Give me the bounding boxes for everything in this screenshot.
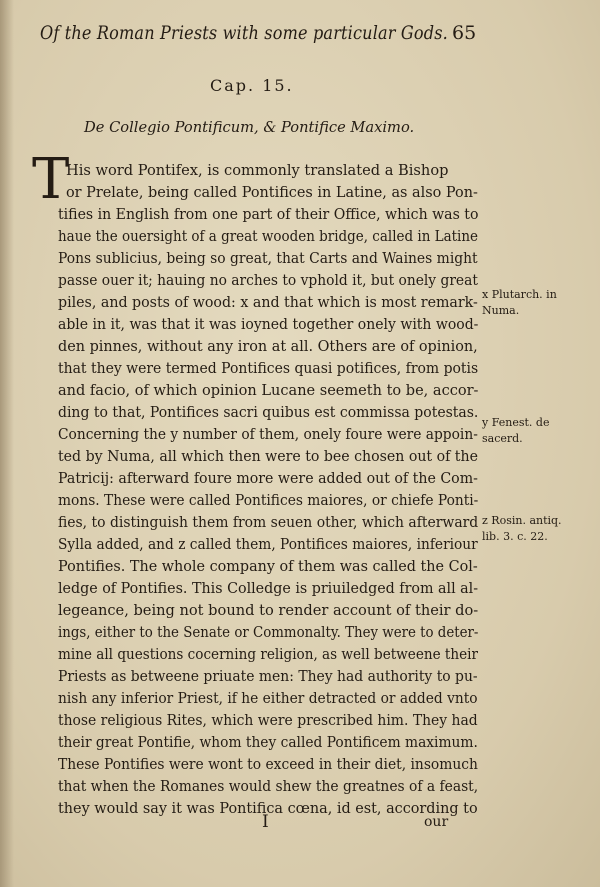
text-line: those religious Rites, which were prescribed him. They had — [58, 712, 478, 729]
text-line: ted by Numa, all which then were to bee chosen out of the — [58, 448, 478, 465]
margin-note: sacerd. — [482, 432, 523, 445]
margin-note: lib. 3. c. 22. — [482, 530, 548, 543]
drop-cap: T — [32, 147, 70, 212]
chapter-heading: Cap. 15. — [210, 76, 294, 95]
text-line: nish any inferior Priest, if he either detracted or added vnto — [58, 690, 478, 707]
text-line: that when the Romanes would shew the greatnes of a feast, — [58, 778, 479, 795]
margin-note: y Fenest. de — [482, 416, 550, 429]
text-line: Patricij: afterward foure more were added out of the Com- — [58, 470, 478, 487]
text-line: Concerning the y number of them, onely foure were appoin- — [58, 426, 478, 443]
text-line: Pontifies. The whole company of them was called the Col- — [58, 558, 478, 575]
text-line: ings, either to the Senate or Commonalty. They were to deter- — [58, 624, 479, 641]
text-line: His word Pontifex, is commonly translated a Bishop — [66, 162, 449, 179]
text-line: ding to that, Pontifices sacri quibus est commissa potestas. — [58, 404, 479, 421]
text-line: piles, and posts of wood: x and that which is most remark- — [58, 294, 478, 311]
text-line: tifies in English from one part of their Office, which was to — [58, 206, 479, 223]
text-line: Priests as betweene priuate men: They had authority to pu- — [58, 668, 478, 685]
text-line: able in it, was that it was ioyned together onely with wood- — [58, 316, 479, 333]
text-line: Sylla added, and z called them, Pontifices maiores, inferiour — [58, 536, 478, 553]
signature-mark: I — [262, 812, 269, 832]
text-line: mons. These were called Pontifices maiores, or chiefe Ponti- — [58, 492, 479, 509]
margin-note: x Plutarch. in — [482, 288, 557, 301]
gutter-shadow — [0, 0, 14, 887]
text-line: haue the ouersight of a great wooden bridge, called in Latine — [58, 228, 478, 245]
running-head: Of the Roman Priests with some particular Gods. — [40, 22, 448, 44]
catchword: our — [424, 814, 449, 830]
text-line: mine all questions cocerning religion, as well betweene their — [58, 646, 478, 663]
text-line: fies, to distinguish them from seuen other, which afterward — [58, 514, 479, 531]
margin-note: Numa. — [482, 304, 520, 317]
chapter-subtitle: De Collegio Pontificum, & Pontifice Maximo. — [84, 118, 415, 136]
text-line: they would say it was Pontifica cœna, id est, according to — [58, 800, 478, 817]
text-line: ledge of Pontifies. This Colledge is priuiledged from all al- — [58, 580, 479, 597]
text-line: These Pontifies were wont to exceed in their diet, insomuch — [58, 756, 478, 773]
text-line: that they were termed Pontifices quasi potifices, from potis — [58, 360, 479, 377]
text-line: Pons sublicius, being so great, that Carts and Waines might — [58, 250, 478, 267]
margin-note: z Rosin. antiq. — [482, 514, 562, 527]
text-line: den pinnes, without any iron at all. Others are of opinion, — [58, 338, 478, 355]
text-line: legeance, being not bound to render account of their do- — [58, 602, 479, 619]
text-line: or Prelate, being called Pontifices in Latine, as also Pon- — [66, 184, 478, 201]
text-line: their great Pontifie, whom they called Pontificem maximum. — [58, 734, 478, 751]
text-line: passe ouer it; hauing no arches to vphold it, but onely great — [58, 272, 478, 289]
text-line: and facio, of which opinion Lucane seemeth to be, accor- — [58, 382, 479, 399]
page-number: 65 — [452, 22, 477, 44]
